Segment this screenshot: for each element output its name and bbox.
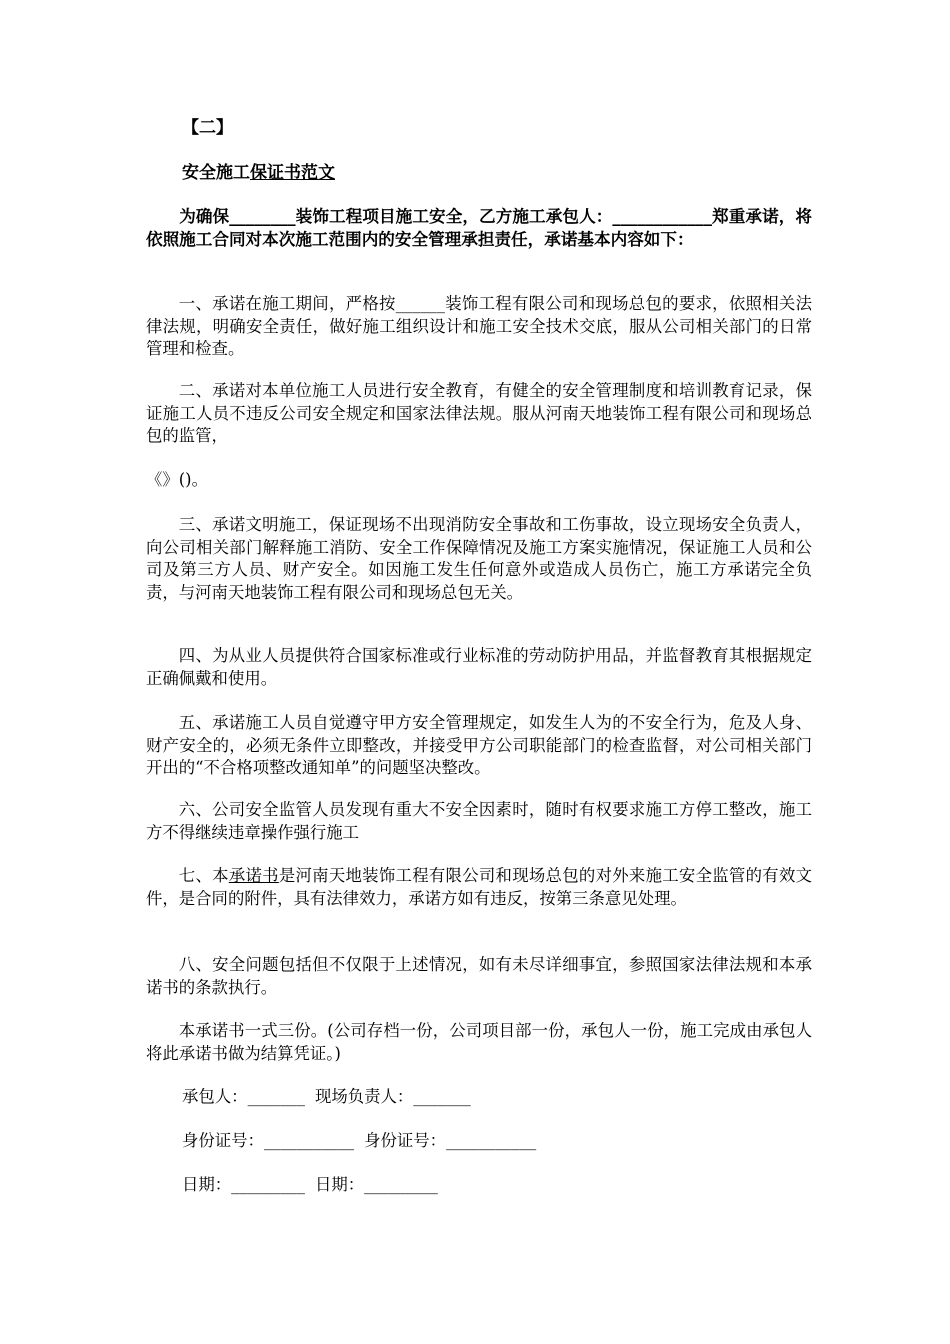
- clause-7-text-b: 是河南天地装饰工程有限公司和现场总包的对外来施工安全监管的有效文件，是合同的附件，具有法律效力，承诺方如有违反，按第三条意见处理。: [146, 866, 813, 908]
- contractor-name-blank: ____________: [612, 206, 712, 226]
- date-blank-1[interactable]: _________: [231, 1175, 305, 1194]
- id-number-blank-2[interactable]: ___________: [446, 1131, 537, 1150]
- intro-paragraph: [146, 205, 812, 250]
- commitment-letter-link[interactable]: 承诺书: [228, 866, 279, 885]
- clause-3: 三、承诺文明施工，保证现场不出现消防安全事故和工伤事故，设立现场安全负责人，向公司相关部门解释施工消防、安全工作保障情况及施工方案实施情况，保证施工人员和公司及第三方人员、财产安全。如因施工发生任何意外或造成人员伤亡，施工方承诺完全负责，与河南天地装饰工程有限公司和现场总包无关。: [146, 515, 812, 602]
- title-prefix: 安全施工: [182, 163, 250, 183]
- clause-1-text-a: 一、承诺在施工期间，严格按: [178, 294, 396, 313]
- id-number-label-1: 身份证号：: [182, 1131, 264, 1150]
- site-manager-blank[interactable]: _______: [413, 1087, 471, 1106]
- id-number-blank-1[interactable]: ___________: [263, 1131, 355, 1150]
- intro-text-3: 郑重承诺，将依照施工合同对本次施工范围内的安全管理承担责任，承诺基本内容如下：: [146, 206, 813, 249]
- clause-8: 八、安全问题包括但不仅限于上述情况，如有未尽详细事宜，参照国家法律法规和本承诺书的条款执行。: [146, 955, 812, 997]
- id-number-label-2: 身份证号：: [364, 1131, 447, 1150]
- title-link[interactable]: 保证书范文: [250, 163, 335, 183]
- clause-1-text-b: 装饰工程有限公司和现场总包的要求，依照相关法律法规，明确安全责任，做好施工组织设计和施工安全技术交底，服从公司相关部门的日常管理和检查。: [146, 294, 813, 359]
- date-label-2: 日期：: [314, 1175, 365, 1194]
- intro-text-1: 为确保: [179, 206, 230, 226]
- date-blank-2[interactable]: _________: [364, 1175, 438, 1194]
- contractor-label: 承包人：: [182, 1087, 248, 1106]
- clause-5: 五、承诺施工人员自觉遵守甲方安全管理规定，如发生人为的不安全行为，危及人身、财产安全的，必须无条件立即整改，并接受甲方公司职能部门的检查监督，对公司相关部门开出的“不合格项整改通知单”的问题坚决整改。: [146, 713, 812, 778]
- signature-row-contractor: [182, 1086, 471, 1108]
- company-name-blank: ______: [395, 294, 445, 313]
- intro-text-2: 装饰工程项目施工安全，乙方施工承包人：: [295, 206, 613, 226]
- clause-6: 六、公司安全监管人员发现有重大不安全因素时，随时有权要求施工方停工整改，施工方不得继续违章操作强行施工: [146, 800, 812, 842]
- copies-paragraph: 本承诺书一式三份。(公司存档一份，公司项目部一份，承包人一份，施工完成由承包人将此承诺书做为结算凭证。): [146, 1021, 812, 1063]
- signature-row-id: [182, 1130, 536, 1152]
- clause-2: 二、承诺对本单位施工人员进行安全教育，有健全的安全管理制度和培训教育记录，保证施工人员不违反公司安全规定和国家法律法规。服从河南天地装饰工程有限公司和现场总包的监管，: [146, 381, 812, 446]
- signature-row-date: [182, 1174, 438, 1196]
- project-name-blank: ________: [229, 206, 296, 226]
- clause-1: [146, 293, 812, 361]
- section-number: 【二】: [182, 118, 233, 138]
- site-manager-label: 现场负责人：: [314, 1087, 414, 1106]
- date-label-1: 日期：: [182, 1175, 232, 1194]
- clause-2-tail: 《》()。: [146, 470, 208, 489]
- clause-7: [146, 865, 812, 910]
- contractor-blank[interactable]: _______: [247, 1087, 305, 1106]
- document-title: [182, 161, 335, 185]
- clause-4: 四、为从业人员提供符合国家标准或行业标准的劳动防护用品，并监督教育其根据规定正确佩戴和使用。: [146, 646, 812, 688]
- clause-7-text-a: 七、本: [178, 866, 229, 885]
